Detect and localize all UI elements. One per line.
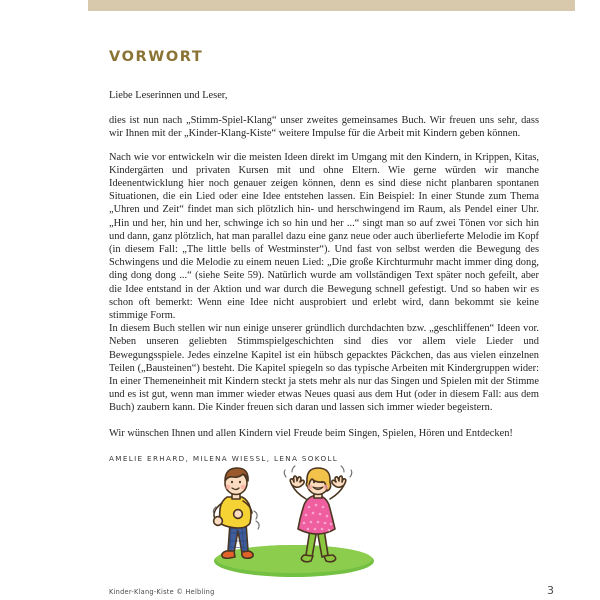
page-footer (109, 584, 554, 597)
author-names: AMELIE ERHARD, MILENA WIESSL, LENA SOKOLL (109, 453, 339, 463)
salutation: Liebe Leserinnen und Leser, (109, 90, 228, 101)
closing-line: Wir wünschen Ihnen und allen Kindern viel Freude beim Singen, Spielen, Hören und Entdecken! (109, 427, 513, 439)
page-content-area (88, 11, 575, 600)
footer-credit: Kinder-Klang-Kiste © Helbling (109, 588, 215, 596)
paragraph-intro: dies ist nun nach „Stimm-Spiel-Klang“ unser zweites gemeinsames Buch. Wir freuen uns sehr, dass wir Ihnen mit der „Kinder-Klang-Kiste“ weitere Impulse für die Arbeit mit Kindern geben können. (109, 115, 539, 140)
page-number: 3 (547, 584, 554, 597)
page-top-band (88, 0, 575, 11)
paragraph-structure: In diesem Buch stellen wir nun einige unserer gründlich durchdachten bzw. „geschliffenen“ Ideen vor. Neben unseren geliebten Stimmspielgeschichten sind dies vor allem viele Lieder und Bewegungsspiele. Jedes einzelne Kapitel ist ein hübsch gepacktes Päckchen, das aus vielen einzelnen Teilen („Bausteinen“) besteht. Die Kapitel spiegeln so das typische Arbeiten mit Kindergruppen wider: In einer Themeneinheit mit Kindern steckt ja stets mehr als nur das Singen und Spielen mit der Stimme und es ist gut, wenn man immer wieder etwas Neues quasi aus dem Hut (oder in diesem Fall: aus dem Buch) zaubern kann. Die Kinder freuen sich daran und lassen sich immer wieder begeistern. (109, 323, 539, 414)
body-text-column (109, 89, 539, 463)
paragraph-ideas: Nach wie vor entwickeln wir die meisten Ideen direkt im Umgang mit den Kindern, in Krippen, Kitas, Kindergärten und privaten Kursen mit und ohne Eltern. Wie gerne würden wir manche Ideenentwicklung hier noch genauer zeigen können, denn es sind diese nicht planbaren spontanen Situationen, die ein Lied oder eine Idee entstehen lassen. Ein Beispiel: In einer Stunde zum Thema „Uhren und Zeit“ findet man sich plötzlich hin- und herschwingend im Raum, als Pendel einer Uhr. „Hin und her, hin und her, schwinge ich so hin und her ...“ singt man so auf zwei Tönen vor sich hin und dann, ganz plötzlich, hat man parallel dazu eine ganz neue oder auch überlieferte Melodie im Kopf (in diesem Fall: „The little bells of Westminster“). Und fast von selbst werden die Bewegung des Schwingens und die Melodie zu einem neuen Lied: „Die große Kirchturmuhr macht immer ding dong, ding dong dong ...“ (siehe Seite 59). Natürlich wurde am vollständigen Text später noch gefeilt, aber die Idee entstand in der Aktion und war durch die Bewegung schnell gefestigt. Und so haben wir es schon oft bemerkt: Wenn eine Idee nicht ausprobiert und erlebt wird, dann bekommt sie keine stimmige Form. (109, 151, 539, 322)
two-children-dancing-illustration (198, 463, 388, 581)
page-title: VORWORT (109, 49, 204, 65)
